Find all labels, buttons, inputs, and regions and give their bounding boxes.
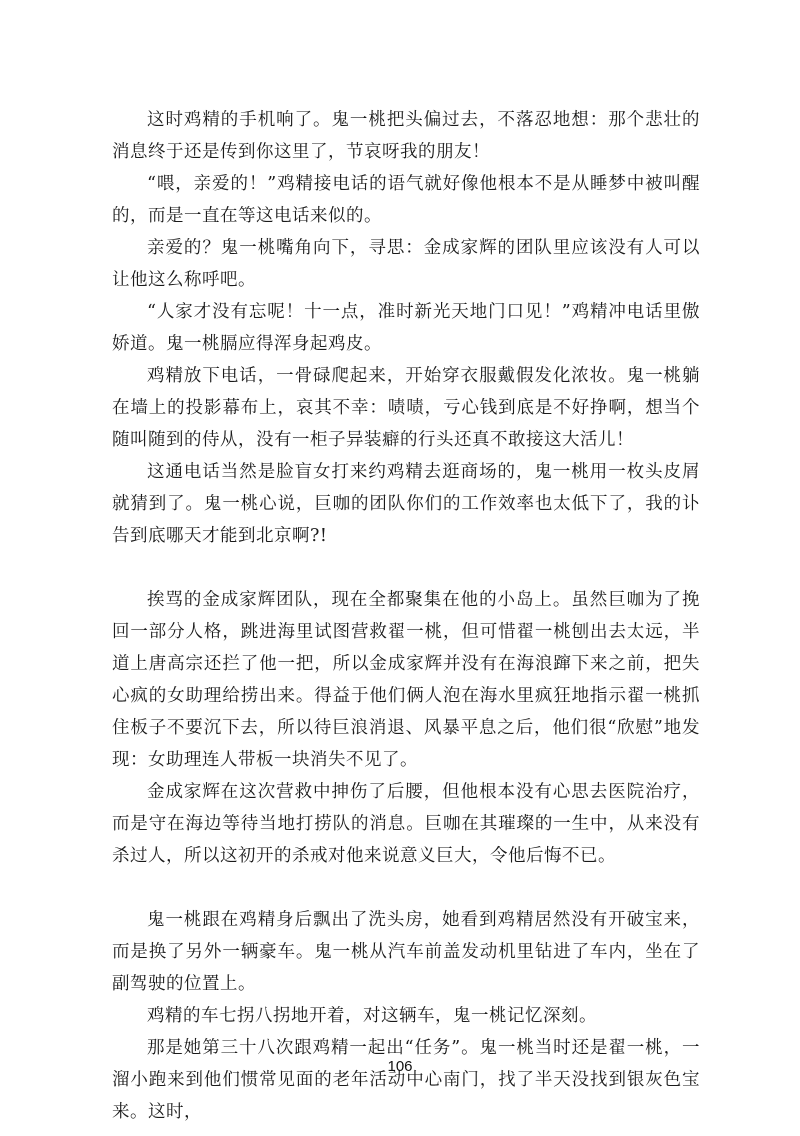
paragraph: 鬼一桃跟在鸡精身后飘出了洗头房，她看到鸡精居然没有开破宝来，而是换了另外一辆豪车。鬼一桃从汽车前盖发动机里钻进了车内，坐在了副驾驶的位置上。 bbox=[112, 910, 700, 994]
paragraph: 那是她第三十八次跟鸡精一起出“任务”。鬼一桃当时还是翟一桃，一溜小跑来到他们惯常见面的老年活动中心南门，找了半天没找到银灰色宝来。这时， bbox=[112, 1038, 700, 1122]
paragraph: 鸡精放下电话，一骨碌爬起来，开始穿衣服戴假发化浓妆。鬼一桃躺在墙上的投影幕布上，哀其不幸：啧啧，亏心钱到底是不好挣啊，想当个随叫随到的侍从，没有一柜子异装癖的行头还真不敢接这大活儿！ bbox=[112, 366, 700, 450]
section-break bbox=[112, 872, 700, 904]
paragraph: 这时鸡精的手机响了。鬼一桃把头偏过去，不落忍地想：那个悲壮的消息终于还是传到你这里了，节哀呀我的朋友！ bbox=[112, 110, 700, 162]
paragraph: 亲爱的？鬼一桃嘴角向下，寻思：金成家辉的团队里应该没有人可以让他这么称呼吧。 bbox=[112, 238, 700, 290]
paragraph: “喂，亲爱的！”鸡精接电话的语气就好像他根本不是从睡梦中被叫醒的，而是一直在等这电话来似的。 bbox=[112, 174, 700, 226]
paragraph: 挨骂的金成家辉团队，现在全都聚集在他的小岛上。虽然巨咖为了挽回一部分人格，跳进海里试图营救翟一桃，但可惜翟一桃刨出去太远，半道上唐高宗还拦了他一把，所以金成家辉并没有在海浪蹿下来之前，把失心疯的女助理给捞出来。得益于他们俩人泡在海水里疯狂地指示翟一桃抓住板子不要沉下去，所以待巨浪消退、风暴平息之后，他们很“欣慰”地发现：女助理连人带板一块消失不见了。 bbox=[112, 590, 700, 770]
paragraph: 金成家辉在这次营救中抻伤了后腰，但他根本没有心思去医院治疗，而是守在海边等待当地打捞队的消息。巨咖在其璀璨的一生中，从来没有杀过人，所以这初开的杀戒对他来说意义巨大，令他后悔不已。 bbox=[112, 782, 700, 866]
section-break bbox=[112, 552, 700, 584]
page-number: 106 bbox=[387, 1058, 413, 1075]
paragraph: 鸡精的车七拐八拐地开着，对这辆车，鬼一桃记忆深刻。 bbox=[147, 1006, 597, 1026]
body-text bbox=[112, 104, 700, 1128]
paragraph: “人家才没有忘呢！十一点，准时新光天地门口见！”鸡精冲电话里傲娇道。鬼一桃膈应得浑身起鸡皮。 bbox=[112, 302, 700, 354]
paragraph: 这通电话当然是脸盲女打来约鸡精去逛商场的，鬼一桃用一枚头皮屑就猜到了。鬼一桃心说，巨咖的团队你们的工作效率也太低下了，我的讣告到底哪天才能到北京啊?! bbox=[112, 462, 700, 546]
